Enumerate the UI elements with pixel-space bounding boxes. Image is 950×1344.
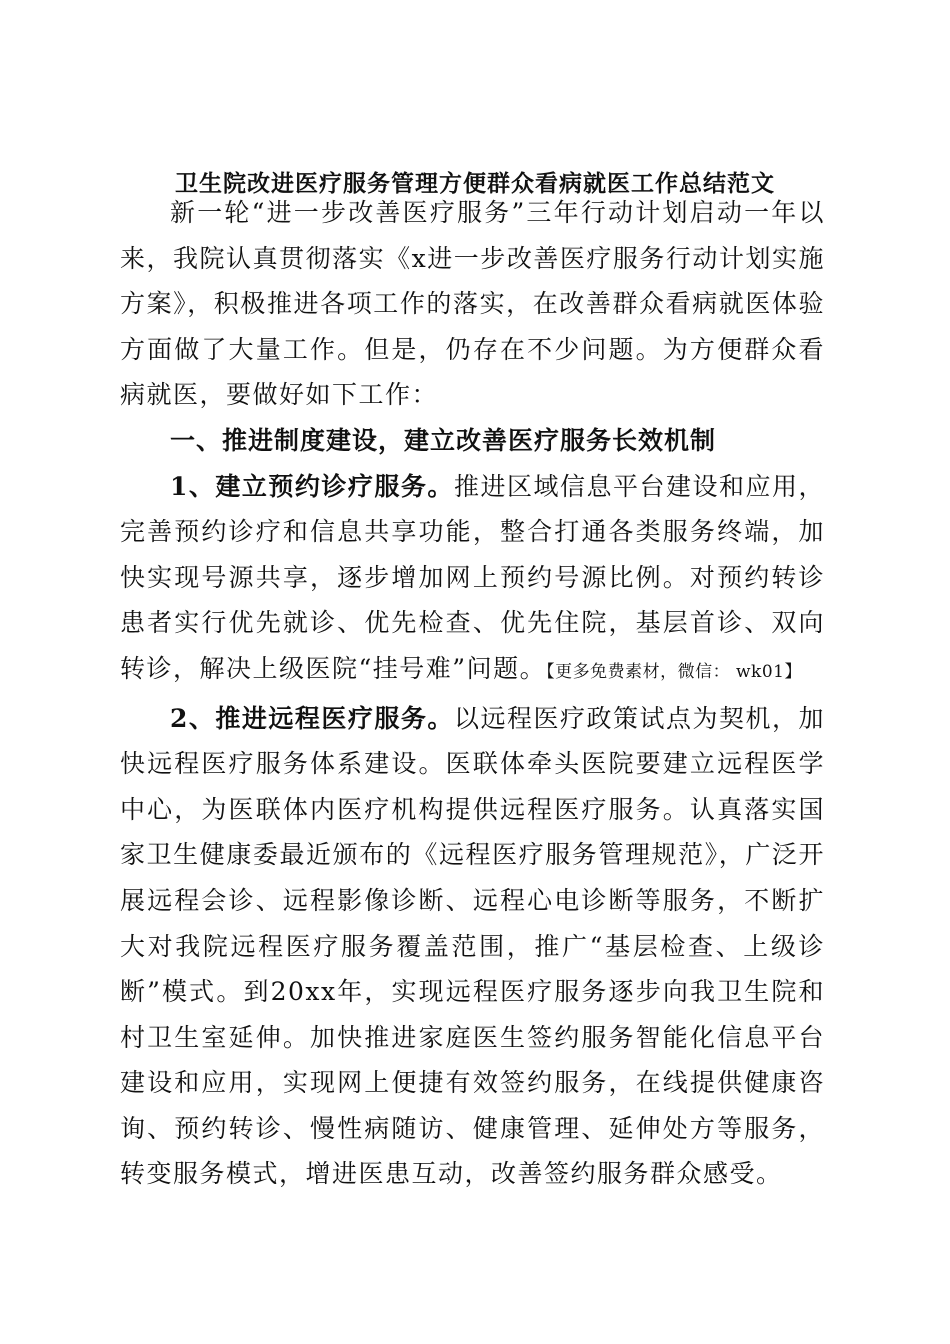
item-1-paragraph: [120, 464, 825, 696]
item-1-body: 推进区域信息平台建设和应用，完善预约诊疗和信息共享功能，整合打通各类服务终端，加快实现号源共享，逐步增加网上预约号源比例。对预约转诊患者实行优先就诊、优先检查、优先住院，基层首诊、双向转诊，解决上级医院“挂号难”问题。: [120, 471, 825, 683]
document-body: [120, 190, 825, 1197]
item-2-body: 以远程医疗政策试点为契机，加快远程医疗服务体系建设。医联体牵头医院要建立远程医学中心，为医联体内医疗机构提供远程医疗服务。认真落实国家卫生健康委最近颁布的《远程医疗服务管理规范》，广泛开展远程会诊、远程影像诊断、远程心电诊断等服务，不断扩大对我院远程医疗服务覆盖范围，推广“基层检查、上级诊断”模式。到20xx年，实现远程医疗服务逐步向我卫生院和村卫生室延伸。加快推进家庭医生签约服务智能化信息平台建设和应用，实现网上便捷有效签约服务，在线提供健康咨询、预约转诊、慢性病随访、健康管理、延伸处方等服务，转变服务模式，增进医患互动，改善签约服务群众感受。: [120, 703, 825, 1189]
item-2-lead: 2、推进远程医疗服务。: [170, 703, 454, 733]
item-1-lead: 1、建立预约诊疗服务。: [170, 471, 454, 501]
document-title: 卫生院改进医疗服务管理方便群众看病就医工作总结范文: [175, 170, 775, 197]
item-2-paragraph: [120, 696, 825, 1198]
promo-note: 【更多免费素材，微信： wk01】: [546, 661, 802, 682]
intro-paragraph: 新一轮“进一步改善医疗服务”三年行动计划启动一年以来，我院认真贯彻落实《x进一步改善医疗服务行动计划实施方案》，积极推进各项工作的落实，在改善群众看病就医体验方面做了大量工作。但是，仍存在不少问题。为方便群众看病就医，要做好如下工作：: [120, 198, 825, 410]
section-heading: 一、推进制度建设，建立改善医疗服务长效机制: [170, 425, 717, 455]
